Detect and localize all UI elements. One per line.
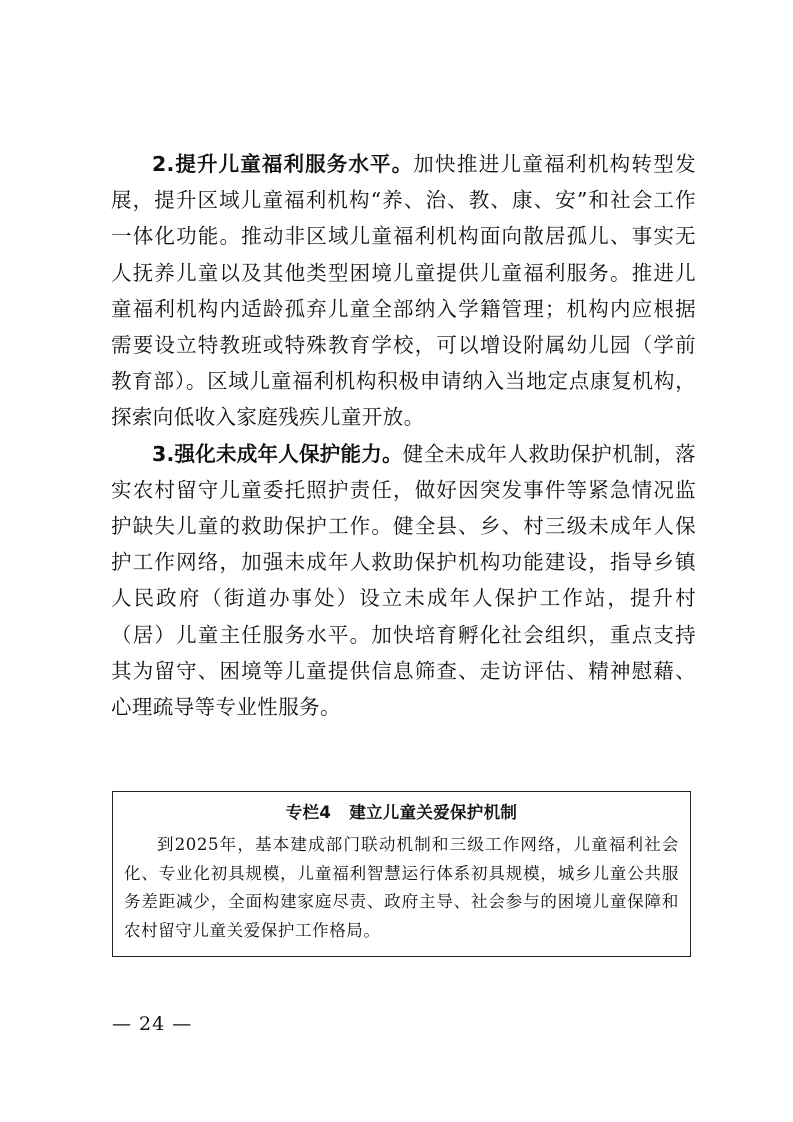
paragraph-lead: 3.强化未成年人保护能力。 (152, 441, 403, 466)
paragraph-child-welfare-services (111, 146, 696, 436)
box-title-text: 建立儿童关爱保护机制 (349, 803, 518, 822)
paragraph-text: 加快推进儿童福利机构转型发展，提升区域儿童福利机构“养、治、教、康、安”和社会工作一体化功能。推动非区域儿童福利机构面向散居孤儿、事实无人抚养儿童以及其他类型困境儿童提供儿童福利服务。推进儿童福利机构内适龄孤弃儿童全部纳入学籍管理；机构内应根据需要设立特教班或特殊教育学校，可以增设附属幼儿园（学前教育部）。区域儿童福利机构积极申请纳入当地定点康复机构，探索向低收入家庭残疾儿童开放。 (111, 152, 697, 430)
paragraph-lead: 2.提升儿童福利服务水平。 (152, 152, 414, 176)
body-text (111, 146, 696, 725)
feature-column-box (112, 791, 691, 957)
box-body: 到2025年，基本建成部门联动机制和三级工作网络，儿童福利社会化、专业化初具规模，儿童福利智慧运行体系初具规模，城乡儿童公共服务差距减少，全面构建家庭尽责、政府主导、社会参与的困境儿童保障和农村留守儿童关爱保护工作格局。 (124, 835, 679, 940)
paragraph-text: 健全未成年人救助保护机制，落实农村留守儿童委托照护责任，做好因突发事件等紧急情况监护缺失儿童的救助保护工作。健全县、乡、村三级未成年人保护工作网络，加强未成年人救助保护机构功能建设，指导乡镇人民政府（街道办事处）设立未成年人保护工作站，提升村（居）儿童主任服务水平。加快培育孵化社会组织，重点支持其为留守、困境等儿童提供信息筛查、走访评估、精神慰藉、心理疏导等专业性服务。 (111, 441, 696, 720)
box-title (124, 801, 679, 825)
box-title-number: 专栏4 (285, 803, 332, 822)
page-number: — 24 — (112, 1013, 193, 1035)
paragraph-minor-protection (111, 436, 696, 726)
